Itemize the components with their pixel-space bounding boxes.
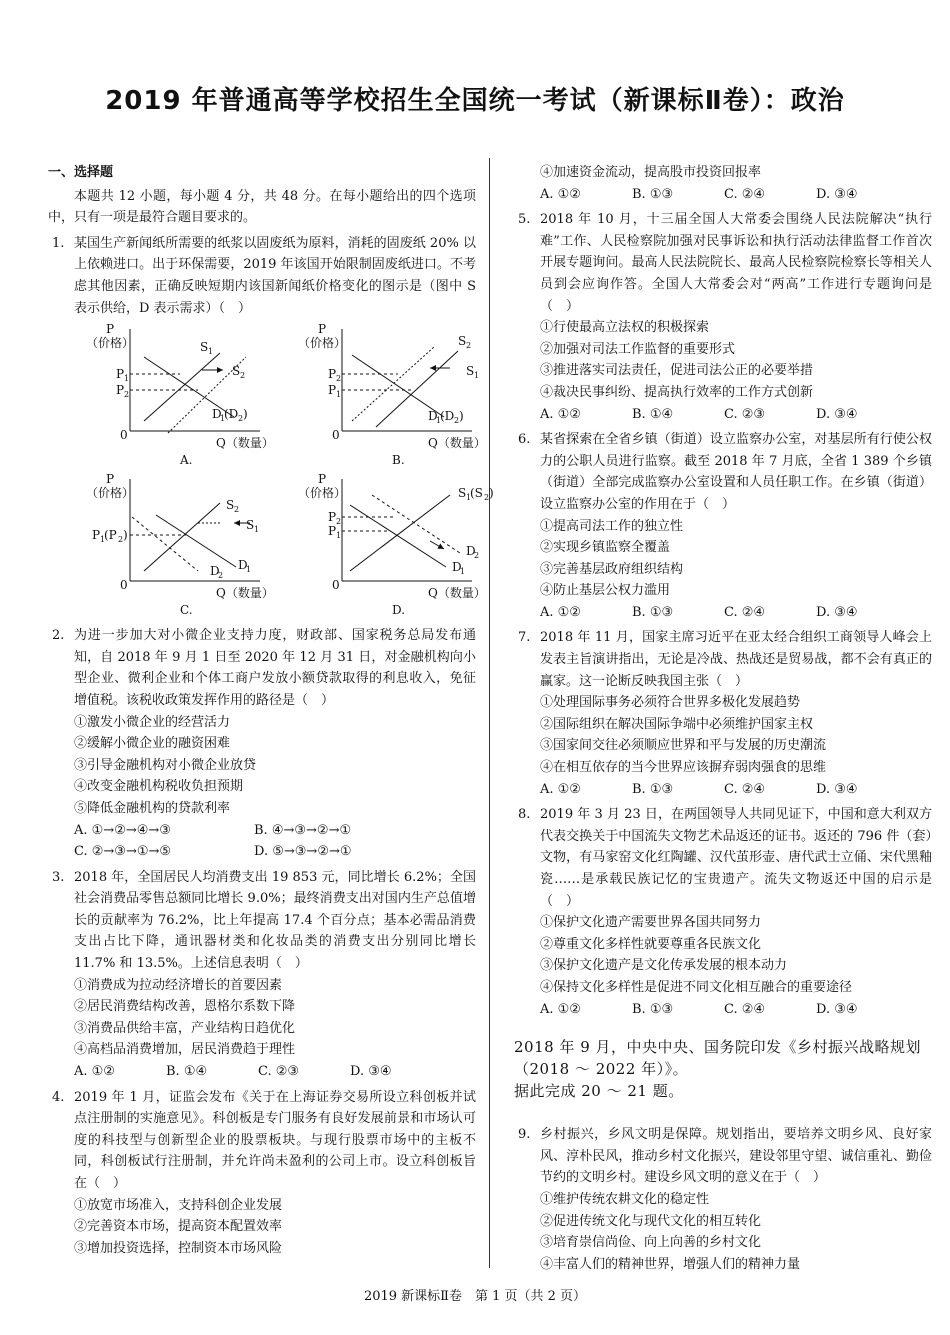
svg-text:2: 2 xyxy=(484,493,490,503)
svg-text:（价格）: （价格） xyxy=(86,336,135,351)
option: ③培育崇信尚俭、向上向善的乡村文化 xyxy=(540,1235,762,1251)
svg-text:1: 1 xyxy=(254,525,260,535)
svg-text:2: 2 xyxy=(466,341,472,351)
option: ①维护传统农耕文化的稳定性 xyxy=(540,1191,710,1207)
svg-text:2: 2 xyxy=(238,414,244,424)
svg-text:B.: B. xyxy=(392,453,405,468)
svg-text:（价格）: （价格） xyxy=(86,486,135,501)
option: ①提高司法工作的独立性 xyxy=(540,518,684,534)
right-column xyxy=(514,162,932,1275)
choices: A. ①② B. ①③ C. ②④ D. ③④ xyxy=(540,186,858,202)
left-column xyxy=(48,162,494,1259)
svg-text:P: P xyxy=(318,322,327,337)
option: ④高档品消费增加，居民消费趋于理性 xyxy=(74,1042,296,1058)
svg-text:P: P xyxy=(318,472,327,487)
material-line-2: 据此完成 20 ～ 21 题。 xyxy=(514,1082,684,1101)
question-6: 6. 某省探索在全省乡镇（街道）设立监察办公室，对基层所有行使公权力的公职人员进行监察。截至 2018 年 7 月底，全省 1 389 个乡镇（街道）全部完成监察办公室设置和人员任职工作。在乡镇（街道）设立监察办公室的作用在于（ ） xyxy=(514,429,932,515)
question-2: 2. 为进一步加大对小微企业支持力度，财政部、国家税务总局发布通知，自 2018 年 9 月 1 日至 2020 年 12 月 31 日，对金融机构向小型企业、微利企业和个体工商户发放小额贷款取得的利息收入，免征增值税。该税收政策发挥作用的路径是（ ） xyxy=(48,625,476,711)
option: ④保持文化多样性是促进不同文化相互融合的重要途径 xyxy=(540,979,853,995)
choices: A. ①② B. ①④ C. ②③ D. ③④ xyxy=(540,406,858,422)
option: ①放宽市场准入，支持科创企业发展 xyxy=(74,1197,283,1213)
svg-text:(P: (P xyxy=(104,528,117,543)
option: ④改变金融机构税收负担预期 xyxy=(74,779,244,795)
option: ②国际组织在解决国际争端中必须维护国家主权 xyxy=(540,716,814,732)
column-divider xyxy=(489,158,490,1268)
section-intro: 本题共 12 小题，每小题 4 分，共 48 分。在每小题给出的四个选项中，只有一项是最符合题目要求的。 xyxy=(48,188,476,226)
question-3: 3. 2018 年，全国居民人均消费支出 19 853 元，同比增长 6.2%；全国社会消费品零售总额同比增长 9.0%；最终消费支出对国内生产总值增长的贡献率为 76.2%，比上年提高 17.4 个百分点；基本必需品消费支出占比下降，通讯器材类和化妆品类的消费支出分别同比增长 11.7% 和 13.5%。上述信息表明（ ） xyxy=(48,867,476,975)
option: ④加速资金流动，提高股市投资回报率 xyxy=(540,165,762,180)
svg-text:S: S xyxy=(200,340,209,355)
option: ③增加投资选择，控制资本市场风险 xyxy=(74,1240,283,1256)
svg-text:D: D xyxy=(428,409,438,424)
svg-text:P: P xyxy=(116,367,125,382)
question-9: 9. 乡村振兴，乡风文明是保障。规划指出，要培养文明乡风、良好家风、淳朴民风，推动乡村文化振兴，建设邻里守望、诚信重礼、勤俭节约的文明乡村。建设乡风文明的意义在于（ ） xyxy=(514,1124,932,1189)
svg-text:): ) xyxy=(459,409,464,424)
option: ④裁决民事纠纷、提高执行效率的工作方式创新 xyxy=(540,384,814,400)
svg-text:S: S xyxy=(232,364,241,379)
svg-text:A.: A. xyxy=(180,453,193,468)
option: ④防止基层公权力滥用 xyxy=(540,583,671,599)
svg-text:1: 1 xyxy=(336,390,342,400)
question-2-stem: 为进一步加大对小微企业支持力度，财政部、国家税务总局发布通知，自 2018 年 9 月 1 日至 2020 年 12 月 31 日，对金融机构向小型企业、微利企业和个体工商户发放小额贷款取得的利息收入，免征增值税。该税收政策发挥作用的路径是（ ） xyxy=(74,628,476,708)
svg-text:（价格）: （价格） xyxy=(298,486,347,501)
option: ①消费成为拉动经济增长的首要因素 xyxy=(74,977,283,993)
svg-text:2: 2 xyxy=(336,374,342,384)
choices: A. ①② B. ①③ C. ②④ D. ③④ xyxy=(540,604,858,620)
svg-text:2: 2 xyxy=(124,390,130,400)
svg-text:P: P xyxy=(106,472,115,487)
svg-text:1: 1 xyxy=(246,565,252,575)
supply-demand-graphs xyxy=(48,321,494,621)
svg-text:1: 1 xyxy=(436,416,442,426)
question-5: 5. 2018 年 10 月，十三届全国人大常委会围绕人民法院解决“执行难”工作、人民检察院加强对民事诉讼和执行活动法律监督工作首次开展专题询问。最高人民法院院长、最高人民检察院检察长等相关人员到会应询作答。全国人大常委会对“两高”工作进行专题询问是（ ） xyxy=(514,209,932,317)
option: ①行使最高立法权的积极探索 xyxy=(540,320,710,336)
svg-text:1: 1 xyxy=(100,535,106,545)
svg-text:0: 0 xyxy=(332,578,340,593)
page-footer: 2019 新课标Ⅱ卷 第 1 页（共 2 页） xyxy=(363,1289,587,1304)
svg-text:P: P xyxy=(328,524,337,539)
question-5-stem: 2018 年 10 月，十三届全国人大常委会围绕人民法院解决“执行难”工作、人民检察院加强对民事诉讼和执行活动法律监督工作首次开展专题询问。最高人民法院院长、最高人民检察院检察长等相关人员到会应询作答。全国人大常委会对“两高”工作进行专题询问是（ ） xyxy=(540,212,932,314)
svg-text:(S: (S xyxy=(470,486,483,501)
svg-text:D: D xyxy=(212,407,222,422)
reading-material xyxy=(514,1036,932,1102)
choices: A. ①② B. ①③ C. ②④ D. ③④ xyxy=(540,1001,858,1017)
option: ④在相互依存的当今世界应该摒弃弱肉强食的思维 xyxy=(540,760,827,776)
option: ①处理国际事务必须符合世界多极化发展趋势 xyxy=(540,695,801,711)
svg-text:): ) xyxy=(489,486,494,501)
svg-text:（价格）: （价格） xyxy=(298,336,347,351)
question-7: 7. 2018 年 11 月，国家主席习近平在亚太经合组织工商领导人峰会上发表主旨演讲指出，无论是冷战、热战还是贸易战，都不会有真正的赢家。这一论断反映我国主张（ ） xyxy=(514,627,932,692)
svg-text:1: 1 xyxy=(336,531,342,541)
page-title: 2019 年普通高等学校招生全国统一考试（新课标Ⅱ卷）：政治 xyxy=(105,86,845,116)
svg-text:Q（数量）: Q（数量） xyxy=(428,436,486,451)
graphs-svg xyxy=(48,321,494,621)
svg-text:1: 1 xyxy=(474,371,480,381)
svg-text:S: S xyxy=(226,498,235,513)
svg-text:1: 1 xyxy=(208,347,214,357)
svg-text:1: 1 xyxy=(460,567,466,577)
svg-text:D: D xyxy=(210,564,220,579)
svg-text:2: 2 xyxy=(218,571,224,581)
question-3-stem: 2018 年，全国居民人均消费支出 19 853 元，同比增长 6.2%；全国社会消费品零售总额同比增长 9.0%；最终消费支出对国内生产总值增长的贡献率为 76.2%，比上年提高 17.4 个百分点；基本必需品消费支出占比下降，通讯器材类和化妆品类的消费支出分别同比增长 11.7% 和 13.5%。上述信息表明（ ） xyxy=(74,869,476,972)
svg-text:P: P xyxy=(328,510,337,525)
svg-text:C.: C. xyxy=(180,603,193,618)
svg-text:2: 2 xyxy=(118,535,124,545)
choices: A. ①② B. ①③ C. ②④ D. ③④ xyxy=(540,781,858,797)
option: ②实现乡镇监察全覆盖 xyxy=(540,540,671,556)
question-4: 4. 2019 年 1 月，证监会发布《关于在上海证券交易所设立科创板并试点注册制的实施意见》。科创板是专门服务有良好发展前景和市场认可度的科技型与创新型企业的股票板块。与现行股票市场中的主板不同，科创板试行注册制，并允许尚未盈利的公司上市。设立科创板旨在（ ） xyxy=(48,1087,476,1195)
option: ②促进传统文化与现代文化的相互转化 xyxy=(540,1213,762,1229)
option: ②加强对司法工作监督的重要形式 xyxy=(540,341,736,357)
question-9-stem: 乡村振兴，乡风文明是保障。规划指出，要培养文明乡风、良好家风、淳朴民风，推动乡村文化振兴，建设邻里守望、诚信重礼、勤俭节约的文明乡村。建设乡风文明的意义在于（ ） xyxy=(540,1127,932,1186)
svg-text:S: S xyxy=(458,486,467,501)
svg-text:0: 0 xyxy=(120,428,128,443)
option: ⑤降低金融机构的贷款利率 xyxy=(74,800,231,816)
svg-text:D.: D. xyxy=(392,603,406,618)
option: ①激发小微企业的经营活力 xyxy=(74,714,231,730)
graph-a xyxy=(86,322,274,467)
option: ③引导金融机构对小微企业放贷 xyxy=(74,757,257,773)
graph-c xyxy=(86,472,274,617)
svg-text:D: D xyxy=(238,558,248,573)
svg-text:2: 2 xyxy=(474,551,480,561)
svg-text:2: 2 xyxy=(454,416,460,426)
option: ③推进落实司法责任，促进司法公正的必要举措 xyxy=(540,363,814,379)
option: ②居民消费结构改善，恩格尔系数下降 xyxy=(74,999,296,1015)
choices: A. ①→②→④→③ B. ④→③→②→① C. ②→③→①→⑤ D. ⑤→③→②→① xyxy=(74,822,352,860)
material-line-1: 2018 年 9 月，中央中央、国务院印发《乡村振兴战略规划（2018 ～ 2022 年）》。 xyxy=(514,1038,922,1079)
question-1-stem: 某国生产新闻纸所需要的纸浆以固废纸为原料，消耗的固废纸 20% 以上依赖进口。出于环保需要，2019 年该国开始限制固废纸进口。不考虑其他因素，正确反映短期内该国新闻纸价格变化的图示是（图中 S 表示供给，D 表示需求）（ ） xyxy=(74,235,476,316)
svg-text:1: 1 xyxy=(466,493,472,503)
option: ②完善资本市场，提高资本配置效率 xyxy=(74,1219,283,1235)
question-1: 1. 某国生产新闻纸所需要的纸浆以固废纸为原料，消耗的固废纸 20% 以上依赖进口。出于环保需要，2019 年该国开始限制固废纸进口。不考虑其他因素，正确反映短期内该国新闻纸价格变化的图示是（图中 S 表示供给，D 表示需求）（ ） xyxy=(48,233,476,319)
svg-text:D: D xyxy=(452,560,462,575)
svg-text:): ) xyxy=(243,407,248,422)
svg-text:(D: (D xyxy=(224,407,239,422)
option: ①保护文化遗产需要世界各国共同努力 xyxy=(540,915,762,931)
svg-text:P: P xyxy=(106,322,115,337)
question-4-stem: 2019 年 1 月，证监会发布《关于在上海证券交易所设立科创板并试点注册制的实施意见》。科创板是专门服务有良好发展前景和市场认可度的科技型与创新型企业的股票板块。与现行股票市场中的主板不同，科创板试行注册制，并允许尚未盈利的公司上市。设立科创板旨在（ ） xyxy=(74,1089,476,1191)
svg-text:P: P xyxy=(328,383,337,398)
svg-text:2: 2 xyxy=(234,505,240,515)
svg-text:Q（数量）: Q（数量） xyxy=(216,586,274,601)
svg-text:P: P xyxy=(92,528,101,543)
question-8: 8. 2019 年 3 月 23 日，在两国领导人共同见证下，中国和意大利双方代表交换关于中国流失文物艺术品返还的证书。返还的 796 件（套）文物，有马家窑文化红陶罐、汉代茧形壶、唐代武士立俑、宋代黑釉瓷……是承载民族记忆的宝贵遗产。流失文物返还中国的启示是（ ） xyxy=(514,804,932,912)
svg-text:1: 1 xyxy=(220,414,226,424)
svg-text:0: 0 xyxy=(120,578,128,593)
svg-text:P: P xyxy=(328,367,337,382)
question-7-stem: 2018 年 11 月，国家主席习近平在亚太经合组织工商领导人峰会上发表主旨演讲指出，无论是冷战、热战还是贸易战，都不会有真正的赢家。这一论断反映我国主张（ ） xyxy=(540,630,932,689)
choices: A. ①② B. ①④ C. ②③ D. ③④ xyxy=(74,1064,392,1080)
graph-b xyxy=(298,322,486,467)
svg-text:S: S xyxy=(466,364,475,379)
option: ②尊重文化多样性就要尊重各民族文化 xyxy=(540,936,762,952)
option: ③完善基层政府组织结构 xyxy=(540,561,684,577)
svg-text:2: 2 xyxy=(240,371,246,381)
option: ③保护文化遗产是文化传承发展的根本动力 xyxy=(540,958,788,974)
question-8-stem: 2019 年 3 月 23 日，在两国领导人共同见证下，中国和意大利双方代表交换关于中国流失文物艺术品返还的证书。返还的 796 件（套）文物，有马家窑文化红陶罐、汉代茧形壶、唐代武士立俑、宋代黑釉瓷……是承载民族记忆的宝贵遗产。流失文物返还中国的启示是（ ） xyxy=(540,807,932,909)
svg-text:0: 0 xyxy=(332,428,340,443)
svg-text:Q（数量）: Q（数量） xyxy=(428,586,486,601)
svg-text:): ) xyxy=(123,528,128,543)
svg-text:P: P xyxy=(116,383,125,398)
svg-text:S: S xyxy=(458,334,467,349)
question-6-stem: 某省探索在全省乡镇（街道）设立监察办公室，对基层所有行使公权力的公职人员进行监察。截至 2018 年 7 月底，全省 1 389 个乡镇（街道）全部完成监察办公室设置和人员任职工作。在乡镇（街道）设立监察办公室的作用在于（ ） xyxy=(540,432,932,512)
option: ②缓解小微企业的融资困难 xyxy=(74,736,231,752)
option: ③国家间交往必须顺应世界和平与发展的历史潮流 xyxy=(540,738,827,754)
svg-text:Q（数量）: Q（数量） xyxy=(216,436,274,451)
option: ④丰富人们的精神世界，增强人们的精神力量 xyxy=(540,1256,801,1272)
svg-text:2: 2 xyxy=(336,517,342,527)
section-heading: 一、选择题 xyxy=(48,165,114,180)
svg-text:(D: (D xyxy=(440,409,455,424)
graph-d xyxy=(298,472,494,617)
svg-text:1: 1 xyxy=(124,374,130,384)
svg-text:S: S xyxy=(246,518,255,533)
option: ③消费品供给丰富，产业结构日趋优化 xyxy=(74,1020,296,1036)
svg-text:D: D xyxy=(466,544,476,559)
